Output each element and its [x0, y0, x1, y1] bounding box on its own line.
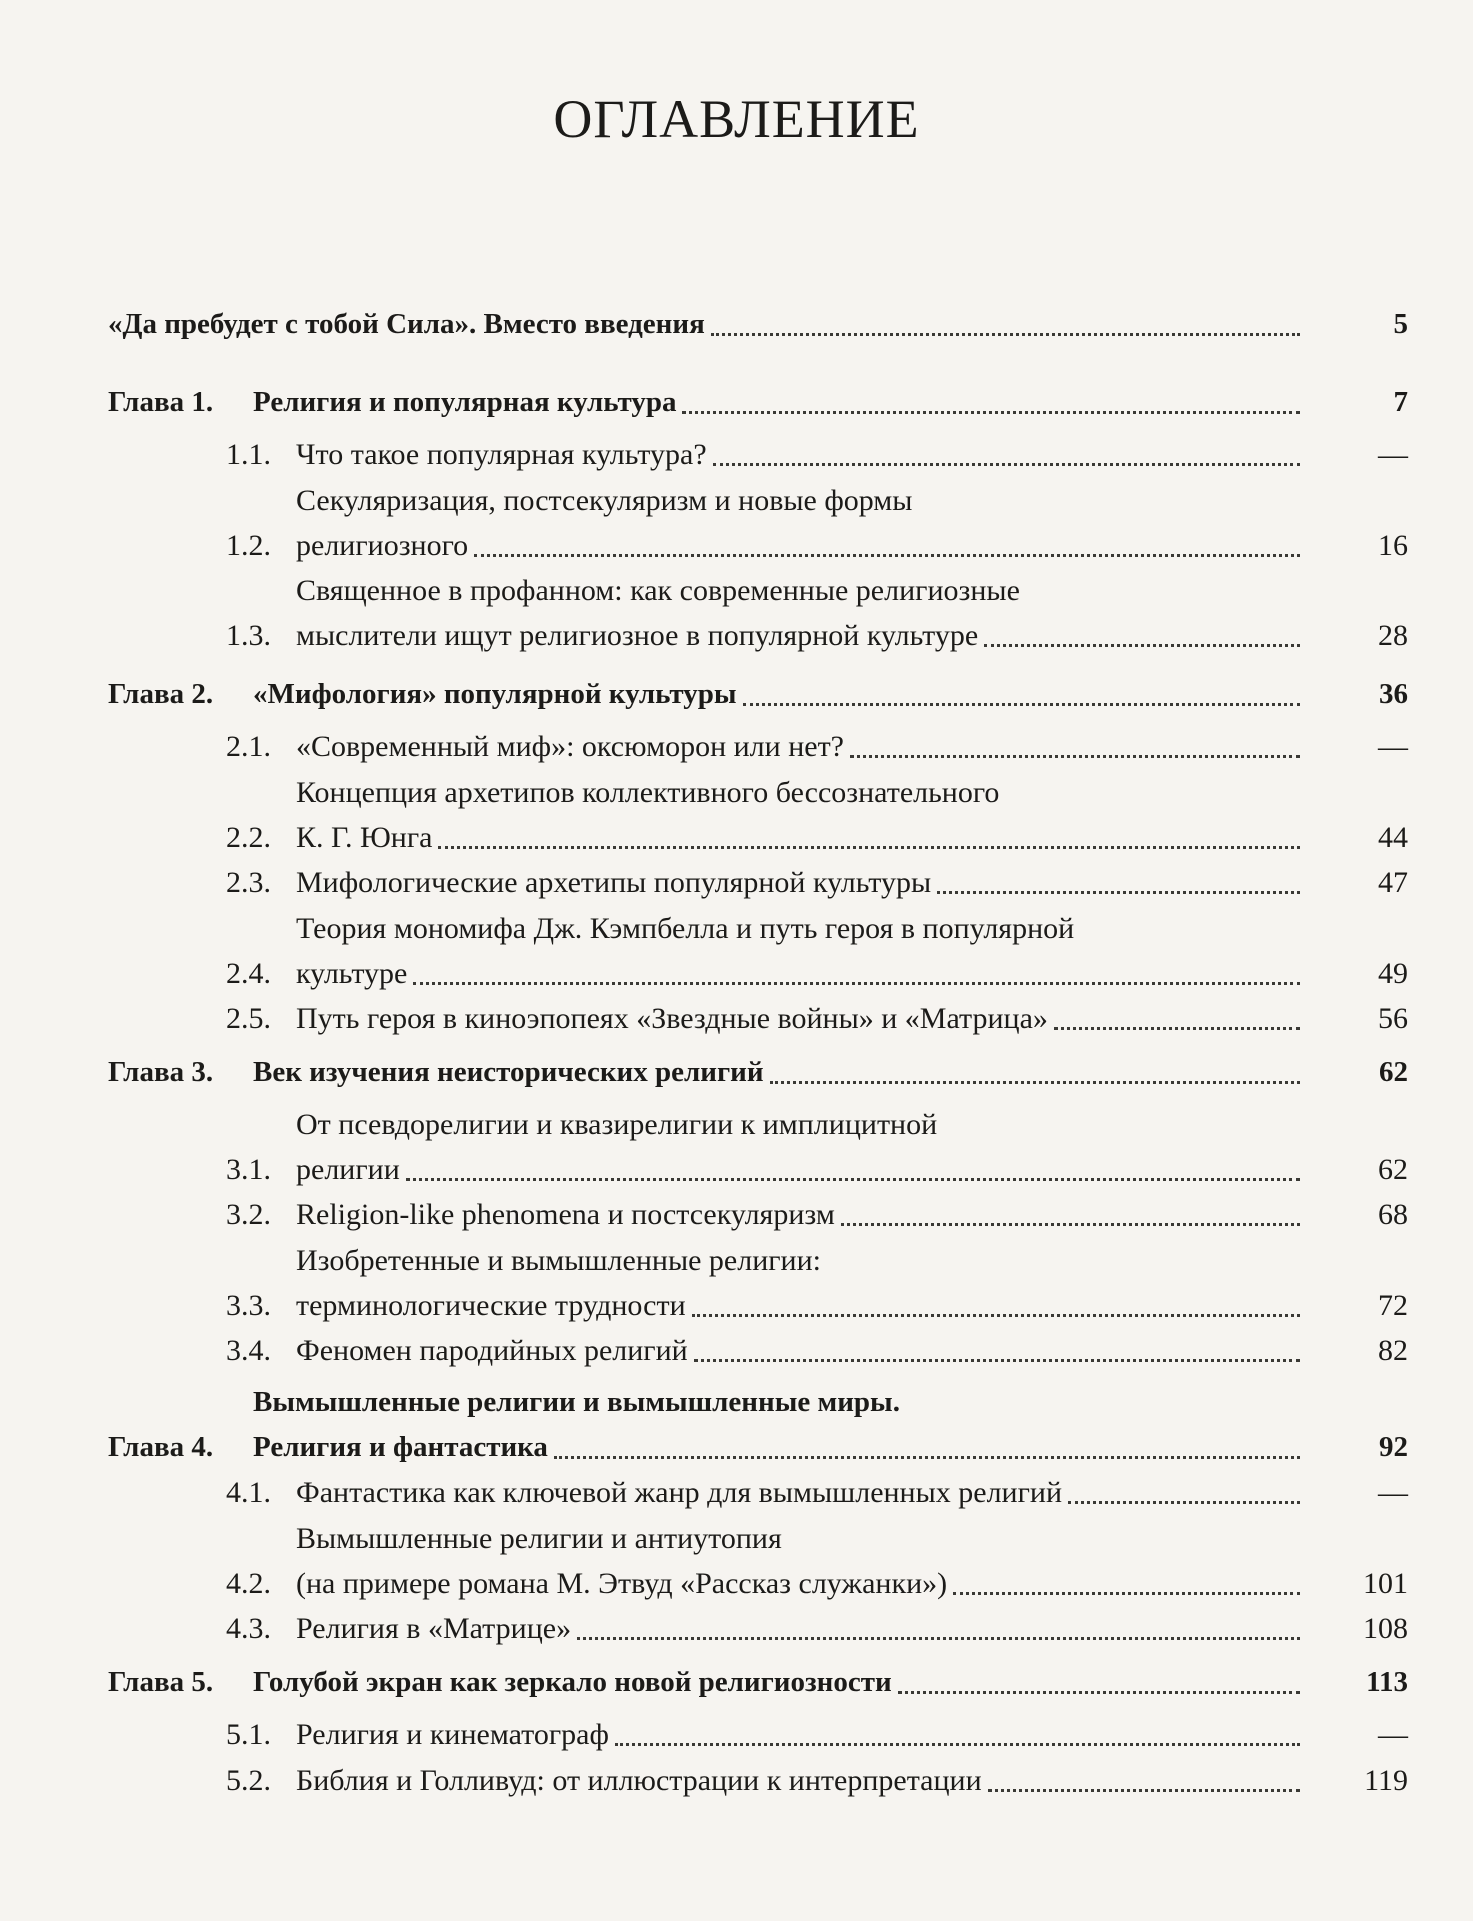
- dot-leader: [694, 1359, 1300, 1362]
- section-number: 5.1.: [226, 1718, 271, 1751]
- page-number: —: [1378, 438, 1408, 471]
- entry-title-line: Вымышленные религии и вымышленные миры.: [253, 1386, 900, 1418]
- toc-entry: [108, 432, 1408, 477]
- entry-title: «Современный миф»: оксюморон или нет?: [296, 730, 844, 763]
- toc-entry: [108, 996, 1408, 1041]
- toc-entry: [108, 1712, 1408, 1757]
- entry-title: «Мифология» популярной культуры: [253, 678, 737, 710]
- page-number: 82: [1378, 1334, 1408, 1367]
- entry-title-line: Теория мономифа Дж. Кэмпбелла и путь героя в популярной: [296, 912, 1075, 945]
- dot-leader: [682, 411, 1300, 414]
- dot-leader: [898, 1691, 1300, 1694]
- toc-entry: [108, 906, 1408, 996]
- chapter-number: Глава 4.: [108, 1431, 214, 1463]
- dot-leader: [438, 846, 1300, 849]
- page-number: 101: [1363, 1567, 1408, 1600]
- section-number: 2.3.: [226, 866, 271, 899]
- toc-entry: [108, 724, 1408, 769]
- dot-leader: [1068, 1501, 1300, 1504]
- entry-title: Век изучения неисторических религий: [253, 1056, 764, 1088]
- dot-leader: [841, 1223, 1300, 1226]
- entry-title: Религия и кинематограф: [296, 1718, 609, 1751]
- page-number: 47: [1378, 866, 1408, 899]
- toc-entry: [108, 478, 1408, 568]
- entry-title-line: Священное в профанном: как современные религиозные: [296, 574, 1020, 607]
- section-number: 4.2.: [226, 1567, 271, 1600]
- page-number: 28: [1378, 619, 1408, 652]
- page-number: 113: [1366, 1666, 1408, 1698]
- toc-entry: [108, 1102, 1408, 1192]
- dot-leader: [711, 333, 1300, 336]
- entry-title: Феномен пародийных религий: [296, 1334, 688, 1367]
- dot-leader: [937, 891, 1300, 894]
- toc-entry: [108, 672, 1408, 717]
- page-number: —: [1378, 730, 1408, 763]
- section-number: 3.2.: [226, 1198, 271, 1231]
- dot-leader: [850, 755, 1300, 758]
- dot-leader: [615, 1743, 1300, 1746]
- entry-title-line: От псевдорелигии и квазирелигии к имплицитной: [296, 1108, 938, 1141]
- dot-leader: [474, 554, 1300, 557]
- section-number: 3.4.: [226, 1334, 271, 1367]
- entry-title: терминологические трудности: [296, 1289, 686, 1322]
- toc-entry: [108, 1516, 1408, 1606]
- section-number: 2.1.: [226, 730, 271, 763]
- entry-title: культуре: [296, 957, 408, 990]
- entry-title: Религия и фантастика: [253, 1431, 548, 1463]
- chapter-number: Глава 1.: [108, 386, 214, 418]
- page-number: 119: [1364, 1764, 1408, 1797]
- toc-entry: [108, 1050, 1408, 1095]
- section-number: 3.1.: [226, 1153, 271, 1186]
- entry-title: Мифологические архетипы популярной культуры: [296, 866, 932, 899]
- dot-leader: [1054, 1027, 1300, 1030]
- dot-leader: [743, 703, 1300, 706]
- toc-entry: [108, 568, 1408, 658]
- toc-entry: [108, 860, 1408, 905]
- dot-leader: [577, 1637, 1300, 1640]
- dot-leader: [554, 1456, 1300, 1459]
- page-number: 5: [1393, 308, 1408, 340]
- page-number: 72: [1378, 1289, 1408, 1322]
- entry-title: мыслители ищут религиозное в популярной культуре: [296, 619, 979, 652]
- page-number: —: [1378, 1476, 1408, 1509]
- page-title: ОГЛАВЛЕНИЕ: [553, 89, 920, 149]
- page-number: 62: [1379, 1056, 1408, 1088]
- section-number: 2.5.: [226, 1002, 271, 1035]
- section-number: 1.1.: [226, 438, 271, 471]
- section-number: 2.2.: [226, 821, 271, 854]
- page-number: —: [1378, 1718, 1408, 1751]
- entry-title-line: Секуляризация, постсекуляризм и новые формы: [296, 484, 913, 517]
- section-number: 2.4.: [226, 957, 271, 990]
- entry-title-line: Изобретенные и вымышленные религии:: [296, 1244, 821, 1277]
- dot-leader: [988, 1789, 1300, 1792]
- entry-title: Голубой экран как зеркало новой религиозности: [253, 1666, 892, 1698]
- toc-entry: [108, 1380, 1408, 1470]
- section-number: 3.3.: [226, 1289, 271, 1322]
- page-number: 108: [1363, 1612, 1408, 1645]
- entry-title: К. Г. Юнга: [296, 821, 433, 854]
- section-number: 5.2.: [226, 1764, 271, 1797]
- entry-title: Что такое популярная культура?: [296, 438, 707, 471]
- entry-title: Фантастика как ключевой жанр для вымышленных религий: [296, 1476, 1063, 1509]
- entry-title-line: Вымышленные религии и антиутопия: [296, 1522, 782, 1555]
- page-number: 16: [1378, 529, 1408, 562]
- dot-leader: [413, 982, 1300, 985]
- chapter-number: Глава 2.: [108, 678, 214, 710]
- dot-leader: [953, 1592, 1300, 1595]
- section-number: 4.1.: [226, 1476, 271, 1509]
- dot-leader: [770, 1081, 1300, 1084]
- toc-entry: [108, 1238, 1408, 1328]
- toc-entry: [108, 1470, 1408, 1515]
- entry-title: Путь героя в киноэпопеях «Звездные войны» и «Матрица»: [296, 1002, 1048, 1035]
- dot-leader: [692, 1314, 1300, 1317]
- entry-title: «Да пребудет с тобой Сила». Вместо введения: [108, 308, 705, 340]
- section-number: 1.3.: [226, 619, 271, 652]
- entry-title: (на примере романа М. Этвуд «Рассказ служанки»): [296, 1567, 948, 1600]
- entry-title: религии: [296, 1153, 400, 1186]
- dot-leader: [406, 1178, 1300, 1181]
- entry-title: Религия в «Матрице»: [296, 1612, 572, 1645]
- dot-leader: [984, 644, 1300, 647]
- toc-entry: [108, 1758, 1408, 1803]
- toc-entry: [108, 1660, 1408, 1705]
- entry-title: Религия и популярная культура: [253, 386, 677, 418]
- toc-entry: [108, 302, 1408, 347]
- page-number: 49: [1378, 957, 1408, 990]
- dot-leader: [713, 463, 1300, 466]
- toc-entry: [108, 1192, 1408, 1237]
- entry-title: Religion-like phenomena и постсекуляризм: [296, 1198, 835, 1231]
- toc-entry: [108, 1328, 1408, 1373]
- section-number: 1.2.: [226, 529, 271, 562]
- toc-entry: [108, 1606, 1408, 1651]
- entry-title: Библия и Голливуд: от иллюстрации к интерпретации: [296, 1764, 982, 1797]
- page-number: 56: [1378, 1002, 1408, 1035]
- page-number: 7: [1393, 386, 1408, 418]
- page-number: 68: [1378, 1198, 1408, 1231]
- toc-entry: [108, 380, 1408, 425]
- page-number: 36: [1379, 678, 1408, 710]
- page-number: 92: [1379, 1431, 1408, 1463]
- page-number: 62: [1378, 1153, 1408, 1186]
- toc-entry: [108, 770, 1408, 860]
- chapter-number: Глава 3.: [108, 1056, 214, 1088]
- page-number: 44: [1378, 821, 1408, 854]
- chapter-number: Глава 5.: [108, 1666, 214, 1698]
- section-number: 4.3.: [226, 1612, 271, 1645]
- entry-title: религиозного: [296, 529, 469, 562]
- entry-title-line: Концепция архетипов коллективного бессознательного: [296, 776, 1000, 809]
